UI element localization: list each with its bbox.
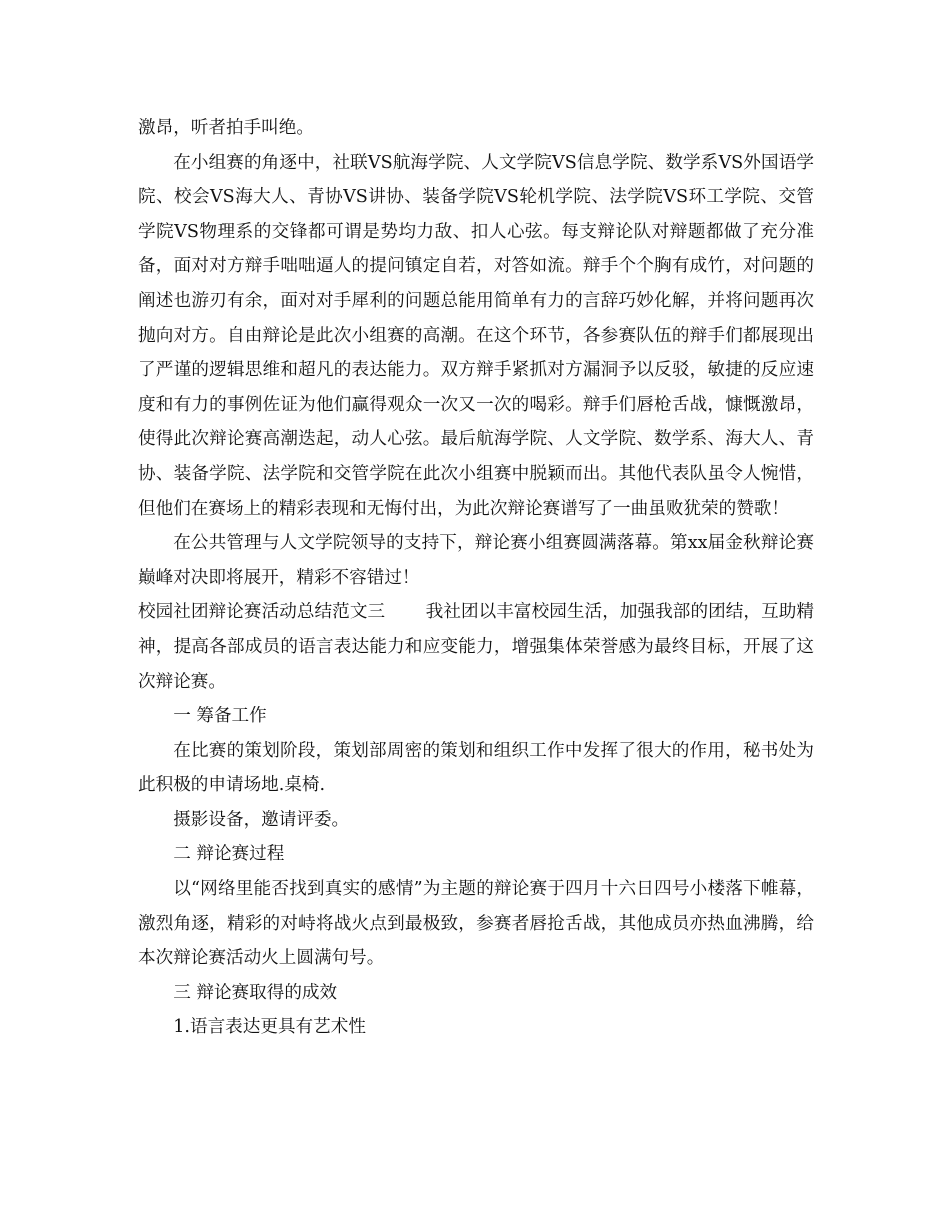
paragraph-continuation: 激昂，听者拍手叫绝。 (138, 118, 314, 138)
subsection-heading-language: 1.语言表达更具有艺术性 (173, 1017, 366, 1038)
section-heading-results: 三 辩论赛取得的成效 (173, 982, 338, 1003)
paragraph-equipment: 摄影设备，邀请评委。 (173, 809, 350, 830)
sample-intro: 我社团以丰富校园生活，加强我部的团结，互助精神，提高各部成员的语言表达能力和应变能力，增强集体荣誉感为最终目标，开展了这次辩论赛。 (138, 602, 814, 692)
section-heading-preparation: 一 筹备工作 (173, 706, 267, 727)
paragraph-group-stage: 在小组赛的角逐中，社联VS航海学院、人文学院VS信息学院、数学系VS外国语学院、校会VS海大人、青协VS讲协、装备学院VS轮机学院、法学院VS环工学院、交管学院VS物理系的交锋都可谓是势均力敌、扣人心弦。每支辩论队对辩题都做了充分准备，面对对方辩手咄咄逼人的提问镇定自若，对答如流。辩手个个胸有成竹，对问题的阐述也游刃有余，面对对手犀利的问题总能用简单有力的言辞巧妙化解，并将问题再次抛向对方。自由辩论是此次小组赛的高潮。在这个环节，各参赛队伍的辩手们都展现出了严谨的逻辑思维和超凡的表达能力。双方辩手紧抓对方漏洞予以反驳，敏捷的反应速度和有力的事例佐证为他们赢得观众一次又一次的喝彩。辩手们唇枪舌战，慷慨激昂，使得此次辩论赛高潮迭起，动人心弦。最后航海学院、人文学院、数学系、海大人、青协、装备学院、法学院和交管学院在此次小组赛中脱颖而出。其他代表队虽令人惋惜，但他们在赛场上的精彩表现和无悔付出，为此次辩论赛谱写了一曲虽败犹荣的赞歌！ (138, 152, 814, 519)
section-heading-process: 二 辩论赛过程 (173, 844, 285, 865)
sample-title: 校园社团辩论赛活动总结范文三 (138, 602, 386, 623)
paragraph-preparation: 在比赛的策划阶段，策划部周密的策划和组织工作中发挥了很大的作用，秘书处为此积极的申请场地.桌椅. (138, 740, 814, 796)
paragraph-closing: 在公共管理与人文学院领导的支持下，辩论赛小组赛圆满落幕。第xx届金秋辩论赛巅峰对决即将展开，精彩不容错过！ (138, 533, 814, 588)
document-body (138, 111, 814, 1045)
paragraph-process: 以“网络里能否找到真实的感情”为主题的辩论赛于四月十六日四号小楼落下帷幕，激烈角逐，精彩的对峙将战火点到最极致，参赛者唇抢舌战，其他成员亦热血沸腾，给本次辩论赛活动火上圆满句号。 (138, 879, 814, 969)
paragraph-sample-three (138, 595, 814, 699)
